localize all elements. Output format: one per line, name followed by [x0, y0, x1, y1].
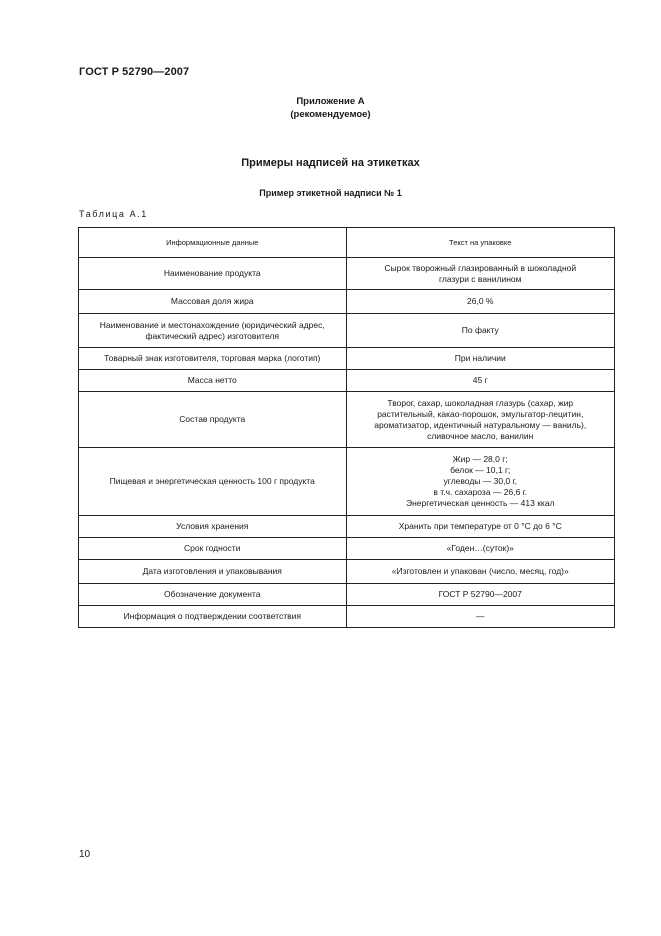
row-value-line: сливочное масло, ванилин — [427, 430, 534, 441]
row-label-cell: Наименование и местонахождение (юридический адрес, фактический адрес) изготовителя — [79, 314, 347, 348]
table-row — [79, 516, 615, 538]
row-value-cell — [346, 606, 615, 628]
table-row — [79, 584, 615, 606]
row-label-cell: Срок годности — [79, 538, 347, 560]
row-value-cell — [346, 584, 615, 606]
label-info-table — [78, 227, 615, 628]
table-row — [79, 258, 615, 290]
row-value-line: Сырок творожный глазированный в шоколадной — [384, 262, 577, 273]
row-value-line: Творог, сахар, шоколадная глазурь (сахар, жир — [387, 397, 574, 408]
row-value-line: Хранить при температуре от 0 °С до 6 °С — [398, 521, 562, 531]
table-row — [79, 370, 615, 392]
appendix-heading — [0, 95, 661, 121]
row-label-cell: Товарный знак изготовителя, торговая марка (логотип) — [79, 348, 347, 370]
document-code: ГОСТ Р 52790—2007 — [79, 66, 190, 78]
row-value-cell — [346, 314, 615, 348]
row-value-line: ароматизатор, идентичный натуральному — ваниль), — [374, 419, 587, 430]
table-caption: Таблица А.1 — [79, 209, 148, 219]
row-value-line: растительный, какао-порошок, эмульгатор-лецитин, — [377, 408, 584, 419]
row-label-cell: Наименование продукта — [79, 258, 347, 290]
row-value-cell — [346, 516, 615, 538]
appendix-title: Приложение А — [296, 96, 365, 107]
table-row — [79, 348, 615, 370]
row-value-cell — [346, 538, 615, 560]
appendix-status: (рекомендуемое) — [290, 109, 371, 120]
row-value-line: При наличии — [454, 353, 506, 363]
row-value-cell — [346, 348, 615, 370]
row-label-cell: Масса нетто — [79, 370, 347, 392]
row-label-cell: Массовая доля жира — [79, 290, 347, 314]
row-value-line: — — [476, 611, 485, 621]
row-value-line: глазури с ванилином — [439, 273, 522, 284]
row-value-line: По факту — [461, 325, 499, 335]
header-cell-text: Текст на упаковке — [346, 228, 615, 258]
header-cell-info: Информационные данные — [79, 228, 347, 258]
row-value-line: ГОСТ Р 52790—2007 — [438, 589, 522, 599]
table-row — [79, 290, 615, 314]
row-value-line: «Годен…(суток)» — [446, 543, 514, 553]
table-row — [79, 538, 615, 560]
row-label-cell: Обозначение документа — [79, 584, 347, 606]
table-row — [79, 392, 615, 448]
row-value-cell — [346, 560, 615, 584]
table-row — [79, 606, 615, 628]
row-label-cell: Дата изготовления и упаковывания — [79, 560, 347, 584]
row-label-cell: Информация о подтверждении соответствия — [79, 606, 347, 628]
row-value-line: углеводы — 30,0 г, — [443, 476, 517, 486]
table-row — [79, 448, 615, 516]
section-title: Примеры надписей на этикетках — [241, 157, 420, 169]
row-value-line: Жир — 28,0 г; — [452, 454, 508, 464]
row-label-cell: Состав продукта — [79, 392, 347, 448]
row-value-cell — [346, 290, 615, 314]
row-label-cell: Пищевая и энергетическая ценность 100 г продукта — [79, 448, 347, 516]
row-value-cell — [346, 258, 615, 290]
row-value-cell — [346, 370, 615, 392]
page-number: 10 — [79, 849, 91, 860]
table-row — [79, 314, 615, 348]
row-value-line: 26,0 % — [467, 296, 494, 306]
table-row — [79, 560, 615, 584]
row-value-cell — [346, 448, 615, 516]
row-label-cell: Условия хранения — [79, 516, 347, 538]
row-value-line: Энергетическая ценность — 413 ккал — [405, 498, 555, 508]
row-value-line: белок — 10,1 г; — [450, 465, 511, 475]
row-value-line: 45 г — [472, 375, 488, 385]
table-header-row — [79, 228, 615, 258]
row-value-line: «Изготовлен и упакован (число, месяц, год)» — [391, 566, 569, 576]
row-value-line: в т.ч. сахароза — 26,6 г. — [433, 487, 528, 497]
row-value-cell — [346, 392, 615, 448]
example-title: Пример этикетной надписи № 1 — [259, 188, 402, 198]
